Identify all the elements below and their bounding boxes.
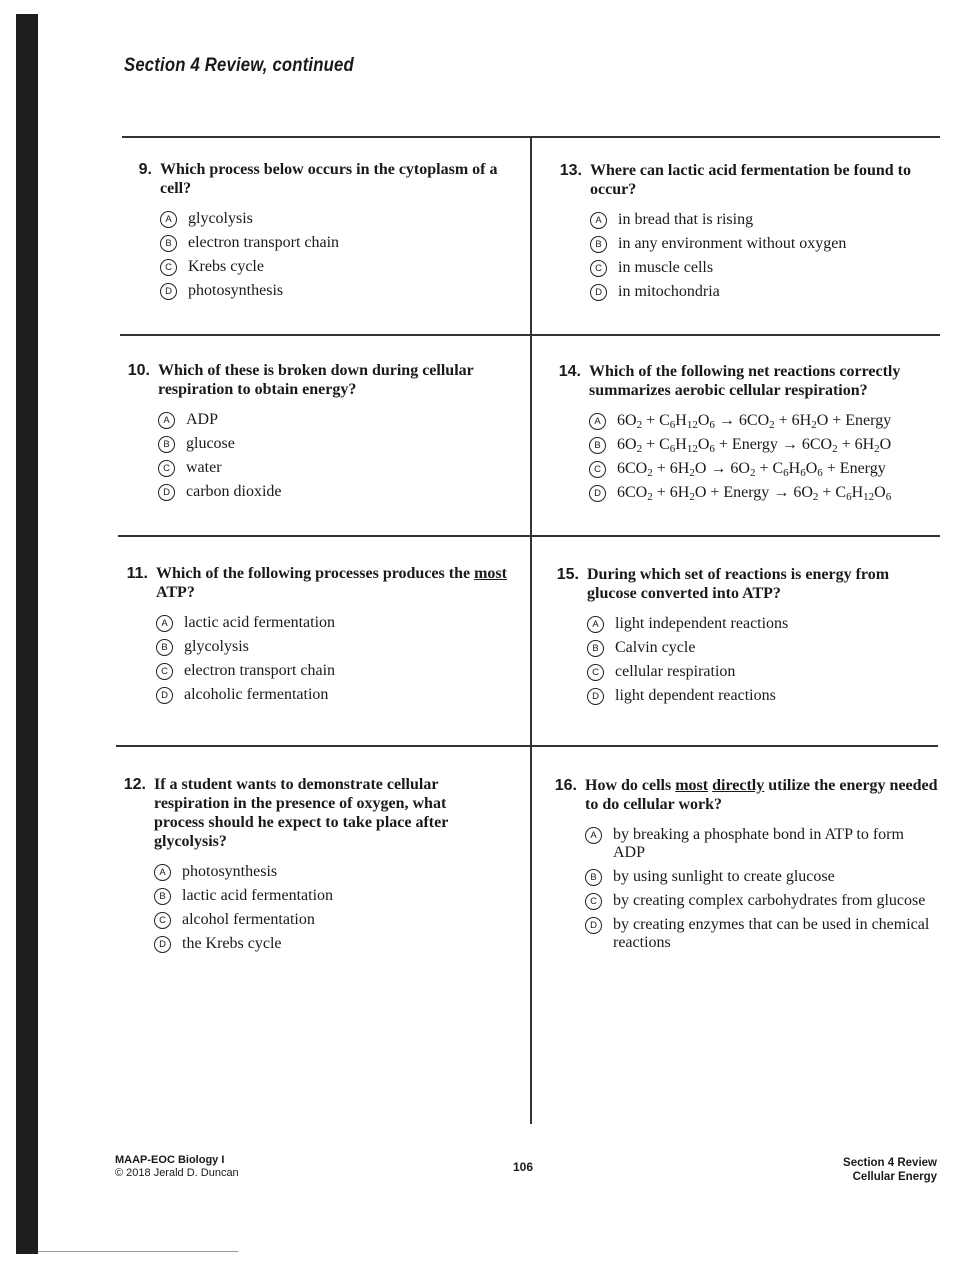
question-16-emphasis-directly: directly: [712, 777, 765, 794]
question-10-options: [158, 411, 515, 501]
answer-bubble-c: C: [590, 260, 607, 277]
footer-course-info: [115, 1154, 239, 1180]
q14-option-c-equation: $6CO_2 + 6H_2O \to 6O_2 + C_6H_6O_6$ + Energy: [617, 460, 886, 479]
q12-option-d-text: the Krebs cycle: [182, 935, 282, 952]
q12-option-a-text: photosynthesis: [182, 863, 278, 880]
question-11-options: [156, 614, 513, 704]
q10-option-d-text: carbon dioxide: [186, 483, 282, 500]
question-10: [120, 361, 515, 507]
answer-bubble-d: D: [156, 687, 173, 704]
question-15-options: [587, 615, 941, 705]
q11-option-c[interactable]: [156, 662, 513, 680]
q13-option-c[interactable]: [590, 259, 944, 277]
answer-bubble-a: A: [160, 211, 177, 228]
answer-bubble-d: D: [158, 484, 175, 501]
answer-bubble-b: B: [160, 235, 177, 252]
answer-bubble-c: C: [589, 461, 606, 478]
q16-option-c[interactable]: [585, 892, 939, 910]
answer-bubble-d: D: [589, 485, 606, 502]
q13-option-c-text: in muscle cells: [618, 259, 714, 276]
q10-option-b[interactable]: [158, 435, 515, 453]
question-13: [552, 161, 944, 307]
q14-option-d-equation: $6CO_2 + 6H_2O$ + Energy → $6O_2 + C_6H_{12}O_6$: [617, 484, 892, 503]
question-15-text: During which set of reactions is energy from glucose converted into ATP?: [587, 566, 890, 602]
question-15-prompt: [549, 565, 941, 603]
answer-bubble-b: B: [158, 436, 175, 453]
question-12-number: 12.: [123, 776, 146, 793]
question-10-number: 10.: [127, 362, 150, 379]
q14-option-d[interactable]: [589, 484, 943, 502]
q10-option-c[interactable]: [158, 459, 515, 477]
answer-bubble-c: C: [585, 893, 602, 910]
q14-option-c[interactable]: [589, 460, 943, 478]
answer-bubble-d: D: [585, 917, 602, 934]
section-title: Section 4 Review, continued: [124, 55, 354, 76]
arrow-icon: →: [718, 412, 735, 429]
q12-option-a[interactable]: [154, 863, 496, 881]
question-16-prompt: [547, 776, 939, 814]
q12-option-b-text: lactic acid fermentation: [182, 887, 334, 904]
q11-option-d-text: alcoholic fermentation: [184, 686, 329, 703]
q13-option-b-text: in any environment without oxygen: [618, 235, 847, 252]
answer-bubble-b: B: [589, 437, 606, 454]
q14-option-b-equation: $6O_2 + C_6H_{12}O_6$ + Energy → $6CO_2 + 6H_2O$: [617, 436, 892, 455]
question-10-text: Which of these is broken down during cellular respiration to obtain energy?: [158, 362, 474, 398]
q13-option-a-text: in bread that is rising: [618, 211, 754, 228]
q16-option-c-text: by creating complex carbohydrates from glucose: [613, 892, 926, 909]
divider-column: [530, 136, 532, 1124]
q9-option-c[interactable]: [160, 258, 517, 276]
q15-option-c-text: cellular respiration: [615, 663, 736, 680]
question-14-prompt: [551, 362, 943, 400]
question-16-text-before: How do cells: [585, 777, 672, 794]
footer-copyright: © 2018 Jerald D. Duncan: [115, 1167, 239, 1179]
question-11-emphasis: most: [474, 565, 507, 582]
question-11: [118, 564, 513, 710]
answer-bubble-d: D: [590, 284, 607, 301]
question-9-number: 9.: [138, 161, 152, 178]
answer-bubble-a: A: [154, 864, 171, 881]
page-number: 106: [513, 1160, 534, 1174]
q13-option-d-text: in mitochondria: [618, 283, 720, 300]
answer-bubble-a: A: [156, 615, 173, 632]
q11-option-a-text: lactic acid fermentation: [184, 614, 336, 631]
answer-bubble-c: C: [587, 664, 604, 681]
q11-option-c-text: electron transport chain: [184, 662, 336, 679]
q9-option-a[interactable]: [160, 210, 517, 228]
answer-bubble-b: B: [585, 869, 602, 886]
question-16-number: 16.: [554, 777, 577, 794]
question-11-text-after: ATP?: [156, 584, 195, 601]
q15-option-d[interactable]: [587, 687, 941, 705]
q11-option-a[interactable]: [156, 614, 513, 632]
question-14: [551, 362, 943, 508]
question-9-text: Which process below occurs in the cytoplasm of a cell?: [160, 161, 498, 197]
question-11-number: 11.: [126, 565, 148, 582]
q9-option-b-text: electron transport chain: [188, 234, 340, 251]
q15-option-b[interactable]: [587, 639, 941, 657]
q10-option-a[interactable]: [158, 411, 515, 429]
answer-bubble-a: A: [158, 412, 175, 429]
divider-row-2: [118, 535, 940, 537]
arrow-icon: →: [773, 484, 790, 501]
answer-bubble-a: A: [585, 827, 602, 844]
question-15-number: 15.: [556, 566, 579, 583]
q9-option-b[interactable]: [160, 234, 517, 252]
q9-option-d[interactable]: [160, 282, 517, 300]
footer-course: MAAP-EOC Biology I: [115, 1154, 225, 1166]
arrow-icon: →: [781, 436, 798, 453]
question-12-options: [154, 863, 496, 953]
q14-option-b[interactable]: [589, 436, 943, 454]
answer-bubble-b: B: [156, 639, 173, 656]
q11-option-b-text: glycolysis: [184, 638, 249, 655]
answer-bubble-a: A: [587, 616, 604, 633]
answer-bubble-c: C: [158, 460, 175, 477]
q16-option-a-text: by breaking a phosphate bond in ATP to form ADP: [613, 826, 904, 861]
q16-option-d[interactable]: [585, 916, 939, 952]
question-12-text: If a student wants to demonstrate cellular respiration in the presence of oxygen, what process should he expect to take place after glycolysis?: [154, 776, 449, 850]
q12-option-d[interactable]: [154, 935, 496, 953]
answer-bubble-b: B: [154, 888, 171, 905]
answer-bubble-b: B: [590, 236, 607, 253]
q16-option-a[interactable]: [585, 826, 939, 862]
q16-option-b-text: by using sunlight to create glucose: [613, 868, 835, 885]
q10-option-d[interactable]: [158, 483, 515, 501]
footer-section-info: [843, 1156, 937, 1184]
question-11-prompt: [118, 564, 513, 602]
answer-bubble-b: B: [587, 640, 604, 657]
question-16-emphasis-most: most: [675, 777, 709, 794]
scan-bottom-line: [38, 1251, 238, 1252]
q15-option-c[interactable]: [587, 663, 941, 681]
footer-section: Section 4 Review: [843, 1157, 937, 1169]
question-14-text: Which of the following net reactions correctly summarizes aerobic cellular respiration?: [589, 363, 901, 399]
q12-option-b[interactable]: [154, 887, 496, 905]
footer-topic: Cellular Energy: [852, 1171, 937, 1183]
question-16: [547, 776, 939, 958]
q13-option-b[interactable]: [590, 235, 944, 253]
answer-bubble-c: C: [156, 663, 173, 680]
question-9-options: [160, 210, 517, 300]
q16-option-d-text: by creating enzymes that can be used in chemical reactions: [613, 916, 930, 951]
question-9-prompt: [122, 160, 517, 198]
scan-edge-bar: [16, 14, 38, 1254]
question-13-options: [590, 211, 944, 301]
q13-option-a[interactable]: [590, 211, 944, 229]
question-14-number: 14.: [558, 363, 581, 380]
question-15: [549, 565, 941, 711]
question-12: [116, 775, 496, 959]
answer-bubble-c: C: [154, 912, 171, 929]
question-10-prompt: [120, 361, 515, 399]
q9-option-c-text: Krebs cycle: [188, 258, 264, 275]
q11-option-d[interactable]: [156, 686, 513, 704]
q15-option-b-text: Calvin cycle: [615, 639, 696, 656]
question-13-text: Where can lactic acid fermentation be found to occur?: [590, 162, 911, 198]
answer-bubble-a: A: [589, 413, 606, 430]
q15-option-a-text: light independent reactions: [615, 615, 789, 632]
q12-option-c[interactable]: [154, 911, 496, 929]
arrow-icon: →: [710, 460, 727, 477]
q15-option-a[interactable]: [587, 615, 941, 633]
question-16-options: [585, 826, 939, 952]
q13-option-d[interactable]: [590, 283, 944, 301]
question-11-text-before: Which of the following processes produces the: [156, 565, 471, 582]
q11-option-b[interactable]: [156, 638, 513, 656]
divider-row-3: [116, 745, 938, 747]
q10-option-a-text: ADP: [186, 411, 219, 428]
q14-option-a-equation: $6O_2 + C_6H_{12}O_6 \to 6CO_2 + 6H_2O$ + Energy: [617, 412, 892, 431]
answer-bubble-d: D: [587, 688, 604, 705]
q9-option-a-text: glycolysis: [188, 210, 253, 227]
q10-option-b-text: glucose: [186, 435, 235, 452]
question-14-options: [589, 412, 943, 502]
question-12-prompt: [116, 775, 496, 851]
answer-bubble-c: C: [160, 259, 177, 276]
q9-option-d-text: photosynthesis: [188, 282, 284, 299]
q12-option-c-text: alcohol fermentation: [182, 911, 315, 928]
question-9: [122, 160, 517, 306]
answer-bubble-d: D: [154, 936, 171, 953]
q16-option-b[interactable]: [585, 868, 939, 886]
answer-bubble-d: D: [160, 283, 177, 300]
question-16-text-after: utilize the energy needed to do cellular work?: [585, 777, 938, 813]
question-13-prompt: [552, 161, 944, 199]
q15-option-d-text: light dependent reactions: [615, 687, 776, 704]
q14-option-a[interactable]: [589, 412, 943, 430]
q10-option-c-text: water: [186, 459, 222, 476]
answer-bubble-a: A: [590, 212, 607, 229]
question-13-number: 13.: [559, 162, 582, 179]
